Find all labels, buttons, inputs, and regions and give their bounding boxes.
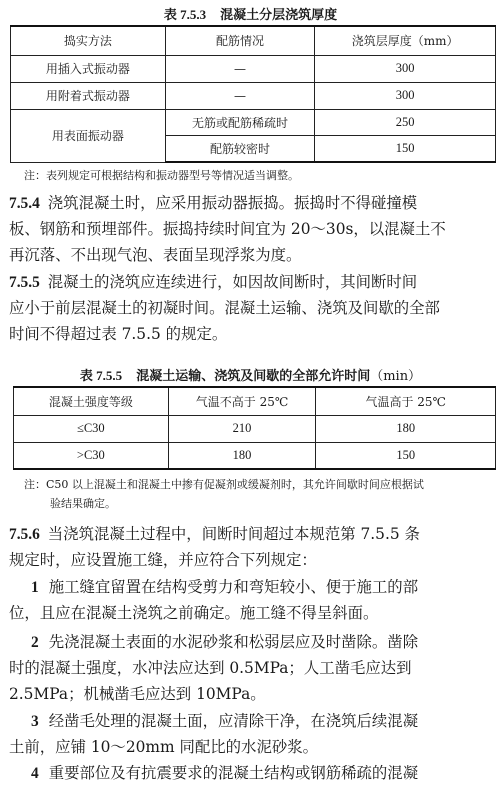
table-note-line: 注：C50 以上混凝土和混凝土中掺有促凝剂或缓凝剂时，其允许间歇时间应根据试 — [24, 478, 424, 491]
text-line: 板、钢筋和预埋部件。振捣持续时间宜为 20～30s，以混凝土不 — [9, 220, 446, 238]
table-cell: ≤C30 — [14, 415, 169, 442]
table-755 — [13, 386, 496, 470]
text-line: 应小于前层混凝土的初凝时间。混凝土运输、浇筑及间歇的全部 — [9, 299, 440, 317]
table-cell: 150 — [315, 135, 496, 162]
table-note — [24, 475, 424, 513]
table-cell: 210 — [168, 415, 316, 442]
text-line: 时间不得超过表 7.5.5 的规定。 — [9, 325, 228, 343]
item-text: 重要部位及有抗震要求的混凝土结构或钢筋稀疏的混凝 — [48, 764, 419, 782]
table-cell: 用插入式振动器 — [11, 55, 166, 82]
text-line — [9, 521, 495, 547]
table-cell: >C30 — [14, 442, 169, 469]
item-text: 经凿毛处理的混凝土面，应清除干净，在浇筑后续混凝 — [48, 712, 419, 730]
table-cell: 配筋较密时 — [165, 135, 315, 162]
table-cell: — — [165, 82, 315, 109]
column-header: 气温不高于 25℃ — [168, 387, 316, 415]
table-cell: 180 — [316, 415, 496, 442]
table-cell: 250 — [315, 109, 496, 135]
table-row — [14, 415, 496, 442]
table-cell: 180 — [168, 442, 316, 469]
table-row — [14, 442, 496, 469]
column-header: 浇筑层厚度（mm） — [315, 26, 496, 55]
table-cell: 300 — [315, 55, 496, 82]
table-cell: — — [165, 55, 315, 82]
clause-754 — [9, 190, 495, 268]
item-text: 先浇混凝土表面的水泥砂浆和松弱层应及时凿除。凿除 — [48, 633, 419, 651]
clause-755 — [9, 269, 495, 347]
text-line — [9, 269, 495, 295]
item-number: 4 — [31, 765, 39, 782]
table-header-row — [14, 387, 496, 415]
clause-number: 7.5.6 — [9, 526, 40, 543]
table-number: 表 7.5.3 — [163, 7, 207, 22]
item-text: 施工缝宜留置在结构受剪力和弯矩较小、便于施工的部 — [48, 578, 419, 596]
clause-text: 当浇筑混凝土过程中，间断时间超过本规范第 7.5.5 条 — [47, 525, 420, 543]
column-header: 捣实方法 — [11, 26, 166, 55]
table-row — [11, 55, 496, 82]
list-item-2 — [9, 629, 495, 655]
column-header: 混凝土强度等级 — [14, 387, 169, 415]
text-line: 规定时，应设置施工缝，并应符合下列规定： — [9, 551, 317, 569]
table-cell: 150 — [316, 442, 496, 469]
clause-number: 7.5.4 — [9, 195, 40, 212]
table-number: 表 7.5.5 — [79, 368, 123, 383]
table-row — [11, 109, 496, 135]
text-line: 土前，应铺 10～20mm 同配比的水泥砂浆。 — [9, 738, 319, 756]
list-item-4 — [9, 760, 495, 786]
table-caption-755 — [0, 365, 501, 384]
list-item-3 — [9, 708, 495, 734]
item-number: 1 — [31, 579, 39, 596]
column-header: 气温高于 25℃ — [316, 387, 496, 415]
table-753 — [10, 25, 496, 163]
table-cell: 无筋或配筋稀疏时 — [165, 109, 315, 135]
text-line: 位，且应在混凝土浇筑之前确定。施工缝不得呈斜面。 — [9, 604, 379, 622]
table-title: 混凝土分层浇筑厚度 — [220, 8, 338, 23]
text-line: 2.5MPa；机械凿毛应达到 10MPa。 — [9, 685, 266, 703]
clause-text: 混凝土的浇筑应连续进行，如因故间断时，其间断时间 — [47, 273, 418, 291]
table-cell: 300 — [315, 82, 496, 109]
clause-756 — [9, 521, 495, 786]
table-note-line: 验结果确定。 — [50, 497, 116, 510]
list-item-1 — [9, 574, 495, 600]
text-line: 再沉落、不出现气泡、表面呈现浮浆为度。 — [9, 246, 302, 264]
clause-text: 浇筑混凝土时，应采用振动器振捣。振捣时不得碰撞模 — [47, 194, 418, 212]
column-header: 配筋情况 — [165, 26, 315, 55]
item-number: 3 — [31, 713, 39, 730]
table-caption-753 — [0, 4, 501, 23]
table-header-row — [11, 26, 496, 55]
table-note: 注：表列规定可根据结构和振动器型号等情况适当调整。 — [24, 169, 299, 182]
table-cell: 用附着式振动器 — [11, 82, 166, 109]
item-number: 2 — [31, 634, 39, 651]
table-title: 混凝土运输、浇筑及间歇的全部允许时间 — [136, 369, 371, 384]
table-row — [11, 82, 496, 109]
text-line — [9, 190, 495, 216]
clause-number: 7.5.5 — [9, 274, 40, 291]
table-cell: 用表面振动器 — [11, 109, 166, 162]
text-line: 时的混凝土强度，水冲法应达到 0.5MPa；人工凿毛应达到 — [9, 659, 412, 677]
table-unit: （min） — [370, 369, 422, 384]
